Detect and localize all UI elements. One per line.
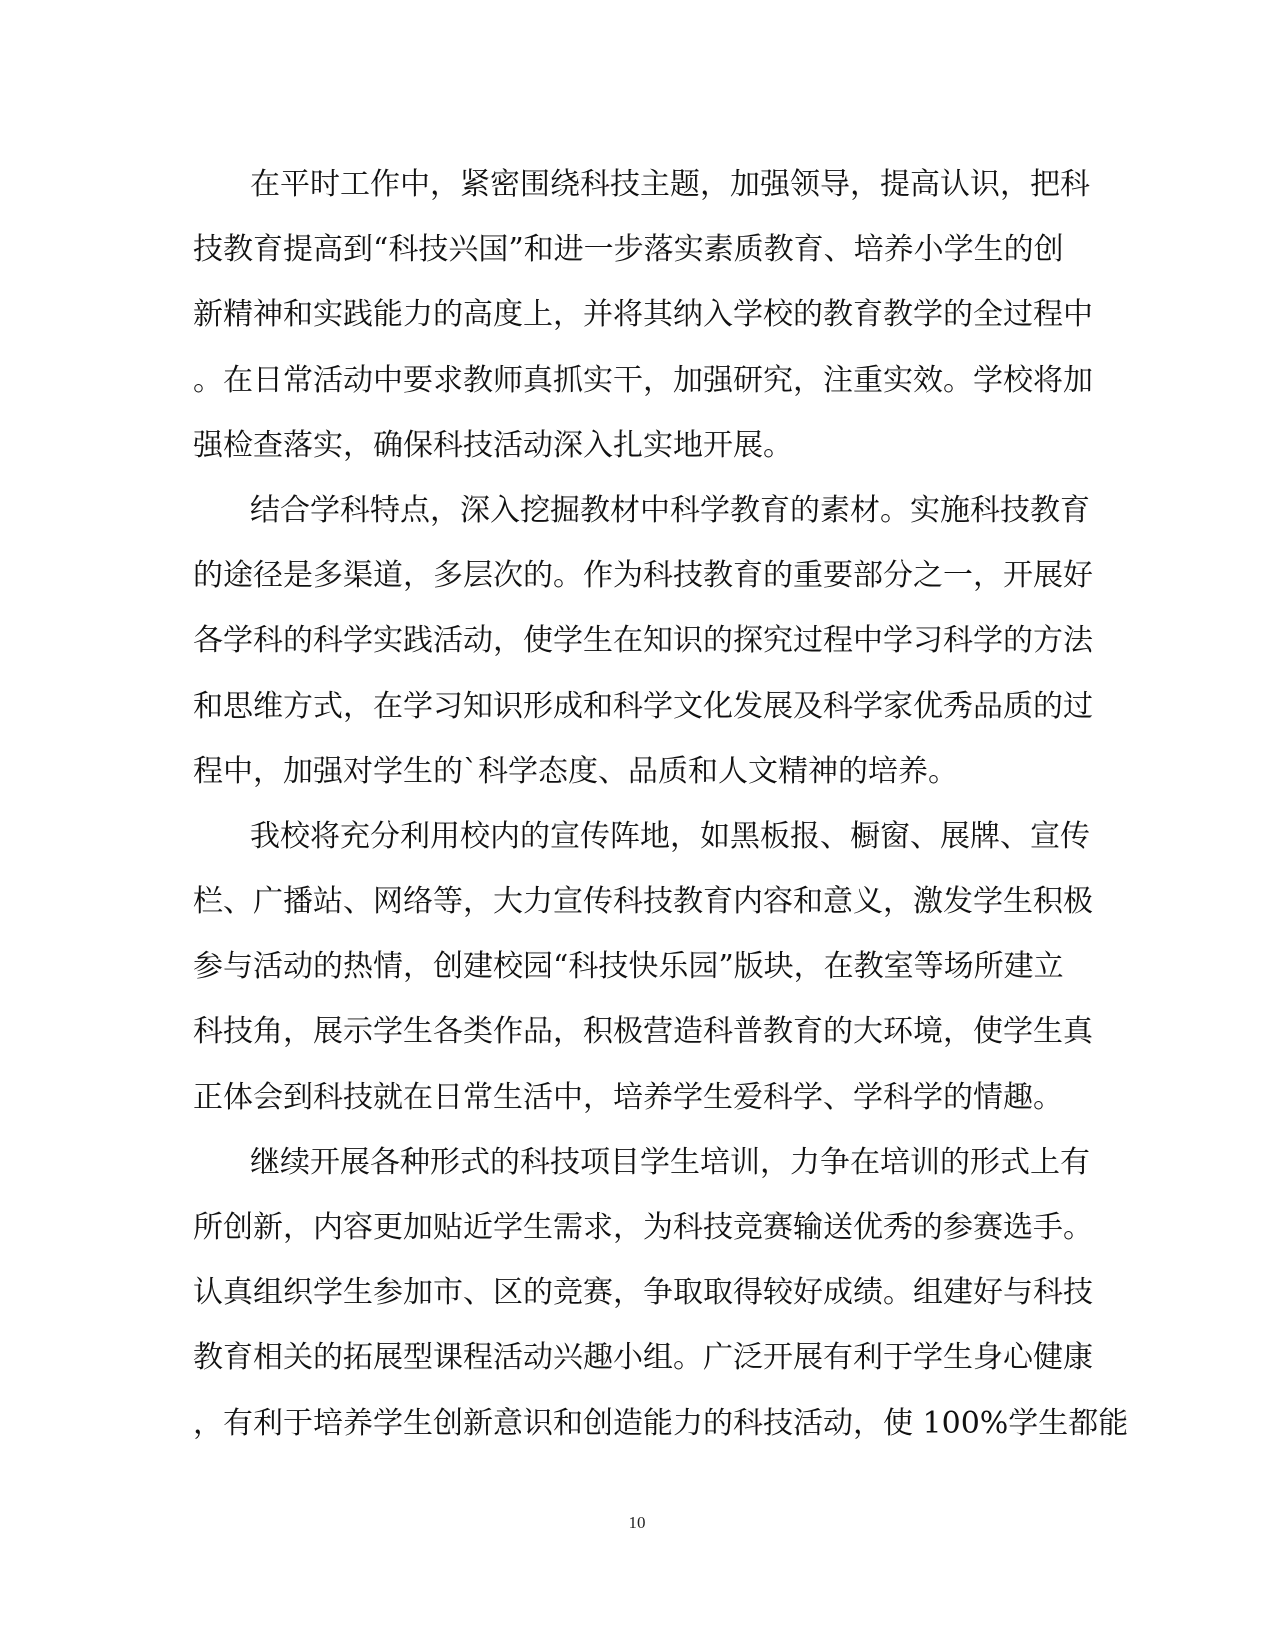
body-text <box>193 152 1129 1456</box>
text-line: 强检查落实，确保科技活动深入扎实地开展。 <box>193 427 793 463</box>
text-line: 。在日常活动中要求教师真抓实干，加强研究，注重实效。学校将加 <box>193 362 1093 398</box>
text-line: 新精神和实践能力的高度上，并将其纳入学校的教育教学的全过程中 <box>193 297 1093 333</box>
text-line: 教育相关的拓展型课程活动兴趣小组。广泛开展有利于学生身心健康 <box>193 1340 1093 1376</box>
text-line: 各学科的科学实践活动，使学生在知识的探究过程中学习科学的方法 <box>193 623 1093 659</box>
text-line: 正体会到科技就在日常生活中，培养学生爱科学、学科学的情趣。 <box>193 1079 1063 1115</box>
paragraph-3 <box>193 804 1093 1130</box>
text-line: 参与活动的热情，创建校园“科技快乐园”版块，在教室等场所建立 <box>193 949 1064 985</box>
text-line: 我校将充分利用校内的宣传阵地，如黑板报、橱窗、展牌、宣传 <box>250 818 1090 854</box>
text-line: 的途径是多渠道，多层次的。作为科技教育的重要部分之一，开展好 <box>193 558 1093 594</box>
text-line: 技教育提高到“科技兴国”和进一步落实素质教育、培养小学生的创 <box>193 232 1064 268</box>
text-line: 和思维方式，在学习知识形成和科学文化发展及科学家优秀品质的过 <box>193 688 1093 724</box>
page-number: 10 <box>628 1513 646 1532</box>
paragraph-4 <box>193 1130 1129 1456</box>
text-line: 在平时工作中，紧密围绕科技主题，加强领导，提高认识，把科 <box>250 167 1090 202</box>
text-line: 所创新，内容更加贴近学生需求，为科技竞赛输送优秀的参赛选手。 <box>193 1210 1093 1245</box>
text-line: ，有利于培养学生创新意识和创造能力的科技活动，使 100%学生都能 <box>193 1405 1129 1441</box>
text-line: 栏、广播站、网络等，大力宣传科技教育内容和意义，激发学生积极 <box>193 884 1093 920</box>
text-line: 程中，加强对学生的`科学态度、品质和人文精神的培养。 <box>193 753 958 789</box>
paragraph-1 <box>193 152 1093 478</box>
text-line: 继续开展各种形式的科技项目学生培训，力争在培训的形式上有 <box>250 1144 1090 1180</box>
paragraph-2 <box>193 478 1093 804</box>
text-line: 结合学科特点，深入挖掘教材中科学教育的素材。实施科技教育 <box>250 492 1090 528</box>
text-line: 科技角，展示学生各类作品，积极营造科普教育的大环境，使学生真 <box>193 1014 1093 1050</box>
text-line: 认真组织学生参加市、区的竞赛，争取取得较好成绩。组建好与科技 <box>193 1275 1093 1311</box>
